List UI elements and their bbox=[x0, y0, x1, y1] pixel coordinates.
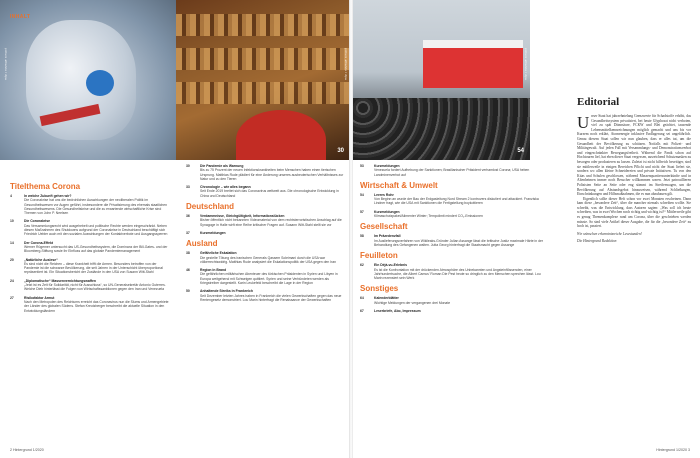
toc-entry[interactable]: 46 Region in Brand Die gefährlichen militärischen Abenteuer des türkischen Präsidenten in Syrien und Libyen in Europa weitgehend mit Schweigen quittiert. Syrien und seine Verbündeten werden als Kriegstreiber dargestellt. Karin Leukefeld beschreibt die Lage in der Region bbox=[186, 268, 338, 286]
toc-entry[interactable]: 37 Kurzmeldungen bbox=[186, 230, 226, 235]
toc-entry[interactable]: 36 Verdammnisse, Gleichgültigkeit, Informationslücken Bisher öffentlich nicht bekannten Videomaterial von dem rechtsterroristischen Anschlag auf die Synagoge in Halle wirft eine Reihe kritischer Fragen auf. Susann Witt-Stahl stellt sie vor bbox=[186, 214, 342, 227]
toc-entry[interactable]: 20 „Natürliche Auslese“ Es sind nicht die Reichen – diese Krankheit trifft die Armen. Besonders betroffen von der Pandemie ist die schwarze Bevölkerung, die seit Jahren in der Unterschicht überproportional repräsentiert ist. Ein Situationsbericht der Zustände in den USA von Susann Witt-Stahl bbox=[10, 257, 163, 275]
photo-page-number: 54 bbox=[517, 148, 524, 154]
section-label-inhalt: INHALT bbox=[10, 14, 31, 20]
toc-column-3 bbox=[360, 164, 550, 317]
photo-pipeline-ship bbox=[353, 0, 530, 160]
photo-page-number: 30 bbox=[337, 148, 344, 154]
section-heading: Ausland bbox=[186, 239, 218, 249]
editorial-title: Editorial bbox=[577, 96, 620, 108]
toc-column-1 bbox=[10, 182, 170, 317]
toc-entry[interactable]: 27 Risikofaktor Armut Nach den Metropolen des Reichtums erreicht das Coronavirus nun die Slums und Armengebiete der Länder des globalen Südens. Stefan Kreutzberger beschreibt die aktuelle Situation in den Entwicklungsländern bbox=[10, 295, 169, 313]
section-heading: Feuilleton bbox=[360, 251, 398, 261]
editorial-paragraph-1: nser Staat hat jahrzehntelang Grenzwerte für Schadstoffe erhöht, das Gesundheitssystem privatisiert, bei heute Glyphosat nicht verboten, viel zu spät Diinnsäure, FCKW und Blei geächtet, tausende Lebensmittelkennzeichnungen möglich gemacht und uns bis vor Kurzem noch erklärt, Atomenergie inklusive Endlagerung sei ungefährlich. Genau diesem Staat sollen wir nun glauben, dass er alles tut, um die Gesundheit der Bevölkerung zu schützen. Notfalls mit Polizei- und Militärgewalt. Auf jeden Fall mit Versammlungs- und Demonstrationsverbot und eingeschränkter Bewegungsfreiheit. Während die Panik schon auf Hochtouren lief, hat eben dieser Staat vergessen, ausreichend Schutzmasken zu besorgen oder produzieren zu lassen. Zuletzt ist nicht hilfreich beseitiger, sind sie mittlerweile in einigen Bereichen Pflicht und nicht der Staat liefert sie, sondern wo allen kleine Schneidereien und private Initiativen. Tu von den Kitas und Schulen geschlossen, während Massenquartiersunterkünfte und in Altenheimen immer noch Besucher willkommen waren. Jetzt patrouillieren Polizisten Seite an Seite oder eng stimmt im Streifenwagen, um die Bevölkerung auf Abstandsgebot hinzuweisen, während Schließungen, Einschränkungen und Hilfsmaßnahmen, die es nun abzubauen gilt. bbox=[577, 114, 691, 197]
photo-page-number: 36 bbox=[361, 148, 368, 154]
footer-left: 2 Hintergrund 1/2020 bbox=[10, 448, 44, 452]
toc-column-2 bbox=[186, 164, 344, 306]
toc-entry[interactable]: 62 Ein Déjà-vu-Erlebnis Es ist die Konfrontation mit der drückenden Atmosphäre des Unbekannten und Angsteinflössenden, einer Jahrhundertsuche, die Albert Camus' Roman Die Pest heute so dringlich zu den Menschen sprechen lässt. Lou Marin rezensiert sein Werk bbox=[360, 263, 541, 281]
toc-entry[interactable]: 24 „Diplomatische“ Massenvernichtungswaffen „Jetzt ist es Zeit für Solidarität, nicht für Ausschluss“, so UN-Generalsekretär Antonio Guterres. Welche Dieb hinterlässt die Folgen von Wirtschaftssanktionen gegen den Iran und Venezuela bbox=[10, 278, 166, 292]
section-heading: Titelthema Corona bbox=[10, 182, 81, 191]
toc-entry[interactable]: 10 Die Coronakrise Das Versammlungsrecht wird ausgehebelt und politische Rechte werden eingeschränkt. Neben diesen Maßnahmen des Shutdowns aufgrund der Coronakrise in Deutschland beschäftigt sich Friedrich Uebler auch mit den sozialen Auswirkungen der Kontaktverbote und Ausgangssperren bbox=[10, 219, 168, 237]
toc-entry[interactable]: 54 Leeres Rohr Von Beginn an wurde der Bau der Erdgasleitung Nord Stream 2 kontrovers diskutiert und attackiert. Franziska Lindner fragt, wie die USA mit Sanktionen die Fertigstellung boykottieren bbox=[360, 192, 539, 206]
toc-entry[interactable]: 50 Anhaltende Streiks in Frankreich Seit Dezember letzten Jahres haben in Frankreich die vielen Gewerkschaften gegen das neue Rentengesetz demonstriert. Lou Marin hinterfragt die Renaissance der Gewerkschaften bbox=[186, 289, 342, 302]
photo-credit: picture alliance / dpa bbox=[4, 48, 8, 80]
editorial-paragraph-2: Eigentlich sollte dieser Heft schon vor zwei Monaten erscheinen. Dann kam diese „besondere Zeit“, über die mancher niemals schreiben wollte. Sie schreibt, was die Entwicklung, dass Autoren sagten: „Was soll ich heute schreiben, was in zwei Wochen noch richtig und wichtig ist?“ Mittlerweile gibt es genug Themenkomplexe rund um Corona, über die geschrieben werden müsste. So sind viele Artikel dieser Ausgabe, die für die „besondere Zeit“ zu hoch ist, passiert. bbox=[577, 196, 691, 229]
photo-credit: picture alliance / dpa bbox=[344, 48, 348, 80]
editorial-closing: Wir wünschen erkenntnisreiche Lesestunden! bbox=[577, 231, 642, 236]
photo-market bbox=[176, 0, 350, 160]
toc-entry[interactable]: 38 Gefährliche Eskalation Die gezielte Tötung des iranischen Generals Qassem Soleimani durch die USA war völkerrechtswidrig. Matthias Rude analysiert die Eskalationspolitik der USA gegen den Iran bbox=[186, 251, 337, 264]
toc-entry[interactable]: 53 Kurzmeldungen Venezuela fordert Aufhebung der Sanktionen; Brasilianischer Präsident verhamlost Corona; USA heben Landminenverbot auf bbox=[360, 164, 530, 177]
photo-credit: picture alliance / dpa bbox=[524, 48, 528, 80]
toc-entry[interactable]: 67 Leserbriefe, Abo, Impressum bbox=[360, 309, 421, 314]
toc-entry[interactable]: 4 In welche Zukunft gehen wir? Die Coronakrise hat uns die bedrohlichen Auswirkungen der neoliberalen Politik im Gesundheitswesen vor Augen geführt, insbesondere die Privatisierung des ehemals staatlichen Gesundheitswesens. Die Gesundheitskrise und die zu erwartende wirtschaftliche Krise sind Themen von John P. Neelsen bbox=[10, 194, 168, 216]
section-heading: Wirtschaft & Umwelt bbox=[360, 180, 438, 190]
toc-entry[interactable]: 57 Kurzmeldungen Klimaschutzpaket/Alimenter Winter; Tempolimit mindert CO₂-Emissionen bbox=[360, 209, 483, 219]
toc-entry[interactable]: 58 Im Präzedenzfall Im Auslieferungsverfahren von Wikileaks-Gründer Julian Assange lässt die britische Justiz maximale Härte in der Behandlung des Gefangenen walten. Jutta Georg hinterfragt die Staatsmacht gegen Assange bbox=[360, 234, 544, 247]
toc-entry[interactable]: 64 Kalenderblätter Wichtige Meldungen der vergangenen drei Monate bbox=[360, 296, 451, 305]
photo-mask-bag bbox=[0, 0, 176, 160]
toc-entry[interactable]: 33 Chronologie – wie alles begann Seit Ende 2019 breitet sich das Coronavirus weltweit aus. Die chronologische Entwicklung in China und Deutschland bbox=[186, 185, 339, 198]
footer-right: Hintergrund 1/2020 3 bbox=[656, 448, 690, 452]
section-heading: Deutschland bbox=[186, 202, 235, 212]
toc-entry[interactable]: 14 Der Corona-Effekt Werner Rügemer untersucht das US-Gesundheitssystem, die Dominanz der Bill-Gates- und der Bloomberg-Stiftung sowie ihr Einfluss auf das globale Pandemiemanagement bbox=[10, 240, 168, 254]
section-heading: Sonstiges bbox=[360, 284, 399, 294]
book-spine bbox=[349, 0, 353, 458]
editorial-signature: Die Hintergrund Redaktion bbox=[577, 239, 617, 244]
toc-entry[interactable]: 30 Die Pandemie als Warnung Bis zu 75 Prozent der neuen Infektionskrankheiten beim Menschen haben einen tierischen Ursprung. Matthias Rude plädiert für eine Änderung unseres ausbeuterischen Verhältnisses zur Natur und zu den Tieren bbox=[186, 164, 344, 181]
dropcap: U bbox=[577, 113, 590, 132]
editorial-body bbox=[577, 114, 691, 244]
section-heading: Gesellschaft bbox=[360, 222, 408, 232]
